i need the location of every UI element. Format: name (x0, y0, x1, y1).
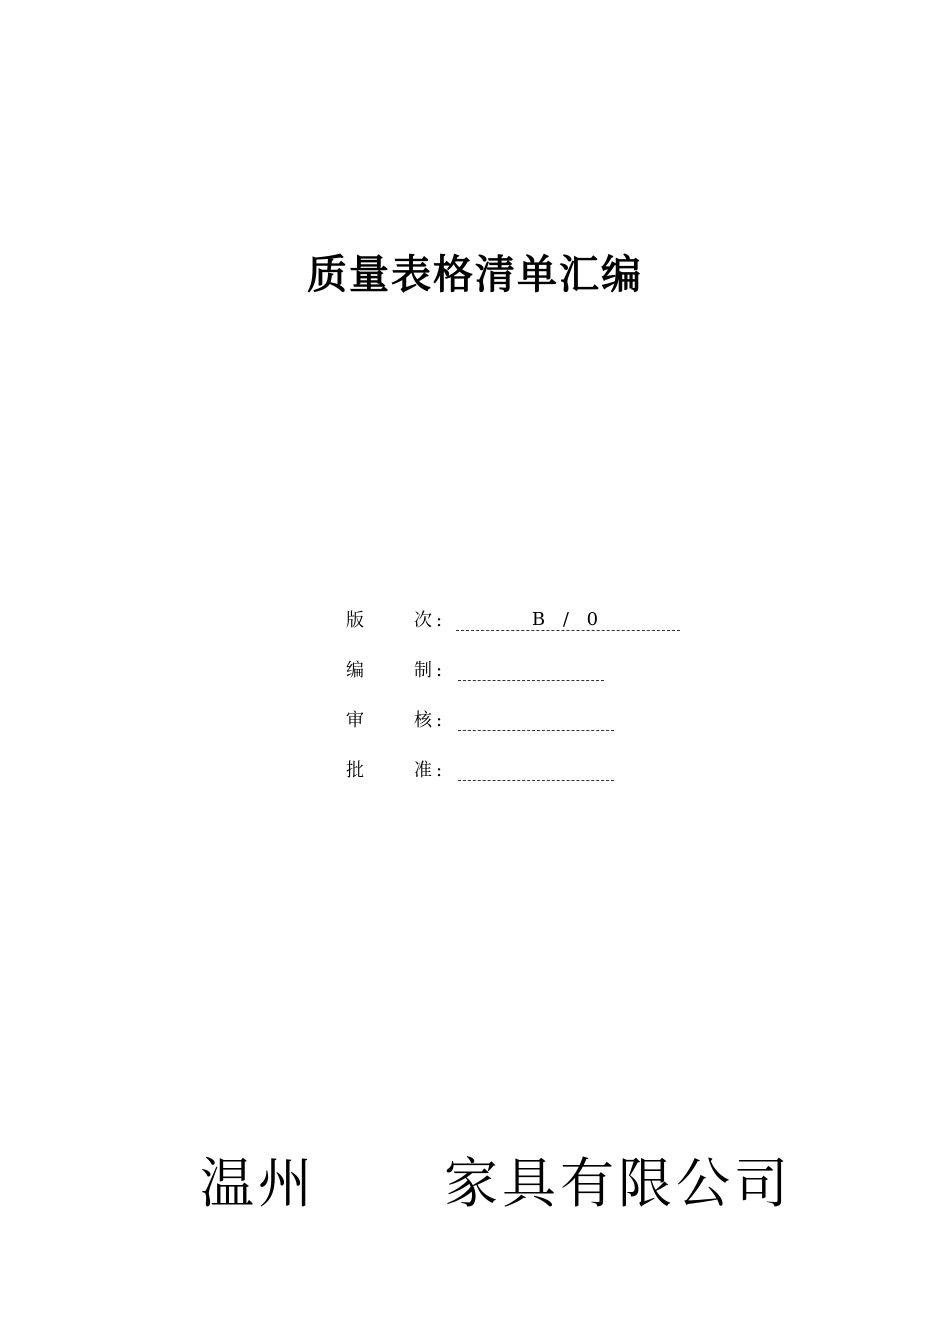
version-colon: : (436, 610, 443, 631)
company-name-suffix: 家具有限公司 (444, 1152, 792, 1215)
approved-colon: : (436, 760, 443, 781)
approved-label-char1: 批 (346, 760, 364, 781)
company-name-prefix: 温州 (200, 1152, 316, 1215)
reviewed-label-char2: 核 (414, 710, 432, 731)
document-title: 质量表格清单汇编 (307, 251, 643, 298)
compiled-colon: : (436, 660, 443, 681)
version-value: B / 0 (456, 610, 680, 631)
approved-signature-line (458, 760, 614, 781)
approval-block (346, 608, 706, 808)
reviewed-colon: : (436, 710, 443, 731)
compiled-row (346, 658, 706, 708)
company-name (200, 1152, 792, 1216)
reviewed-row (346, 708, 706, 758)
version-row (346, 608, 706, 658)
compiled-label-char2: 制 (414, 660, 432, 681)
approved-row (346, 758, 706, 808)
version-label-char1: 版 (346, 610, 364, 631)
reviewed-signature-line (458, 710, 614, 731)
approved-label-char2: 准 (414, 760, 432, 781)
compiled-signature-line (458, 660, 604, 681)
reviewed-label-char1: 审 (346, 710, 364, 731)
compiled-label-char1: 编 (346, 660, 364, 681)
version-label-char2: 次 (414, 610, 432, 631)
